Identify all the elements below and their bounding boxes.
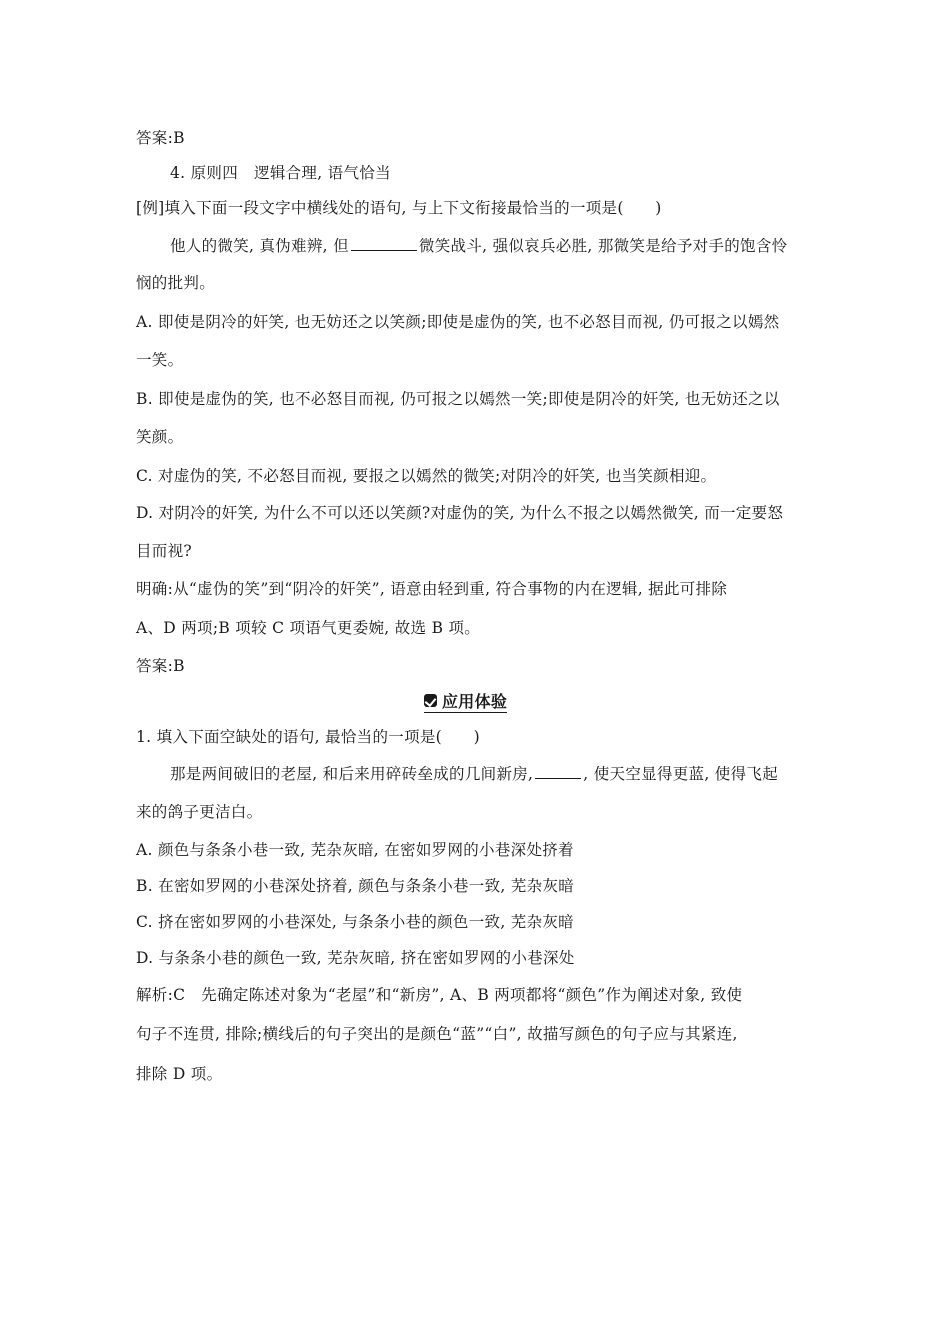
check-square-icon [424,694,437,707]
principle-heading [170,163,391,183]
passage-text-before: 他人的微笑, 真伪难辨, 但 [170,237,349,255]
example-passage-line2: 悯的批判。 [136,274,216,292]
practice-option-b: B. 在密如罗网的小巷深处挤着, 颜色与条条小巷一致, 芜杂灰暗 [136,877,575,895]
passage-text-after: 微笑战斗, 强似哀兵必胜, 那微笑是给予对手的饱含怜 [418,237,788,255]
analysis-line2: 句子不连贯, 排除;横线后的句子突出的是颜色“蓝”“白”, 故描写颜色的句子应与其紧连, [136,1025,738,1043]
option-b-line2: 笑颜。 [136,428,184,446]
principle-title: 逻辑合理, 语气恰当 [254,164,391,182]
analysis-line1 [136,985,742,1005]
practice-option-a: A. 颜色与条条小巷一致, 芜杂灰暗, 在密如罗网的小巷深处挤着 [136,841,574,859]
example-answer: 答案:B [136,657,185,675]
analysis-label: 解析:C [136,986,186,1004]
example-question: [例]填入下面一段文字中横线处的语句, 与上下文衔接最恰当的一项是( ) [136,199,662,217]
explanation-line1: 明确:从“虚伪的笑”到“阴冷的奸笑”, 语意由轻到重, 符合事物的内在逻辑, 据此可排除 [136,580,728,598]
passage-text-after: , 使天空显得更蓝, 使得飞起 [583,765,779,783]
option-b-line1: B. 即使是虚伪的笑, 也不必怒目而视, 仍可报之以嫣然一笑;即使是阴冷的奸笑, 也无妨还之以 [136,390,780,408]
explanation-line2: A、D 两项;B 项较 C 项语气更委婉, 故选 B 项。 [136,619,481,637]
practice-option-d: D. 与条条小巷的颜色一致, 芜杂灰暗, 挤在密如罗网的小巷深处 [136,949,575,967]
option-d-line1: D. 对阴冷的奸笑, 为什么不可以还以笑颜?对虚伪的笑, 为什么不报之以嫣然微笑, 而一定要怒 [136,504,784,522]
option-a-line1: A. 即使是阴冷的奸笑, 也无妨还之以笑颜;即使是虚伪的笑, 也不必怒目而视, 仍可报之以嫣然 [136,313,780,331]
fill-blank [535,764,581,779]
section-heading [424,689,507,713]
option-d-line2: 目而视? [136,542,193,560]
answer-label: 答案:B [136,129,185,147]
analysis-text: 先确定陈述对象为“老屋”和“新房”, A、B 两项都将“颜色”作为阐述对象, 致使 [201,986,743,1004]
example-passage [170,236,787,256]
practice-passage-line2: 来的鸽子更洁白。 [136,803,263,821]
practice-passage [170,764,778,784]
passage-text-before: 那是两间破旧的老屋, 和后来用碎砖垒成的几间新房, [170,765,534,783]
practice-option-c: C. 挤在密如罗网的小巷深处, 与条条小巷的颜色一致, 芜杂灰暗 [136,913,574,931]
option-a-line2: 一笑。 [136,351,184,369]
analysis-line3: 排除 D 项。 [136,1065,223,1083]
fill-blank [351,236,417,251]
section-title: 应用体验 [442,691,508,711]
option-c: C. 对虚伪的笑, 不必怒目而视, 要报之以嫣然的微笑;对阴冷的奸笑, 也当笑颜相迎。 [136,467,717,485]
practice-question: 1. 填入下面空缺处的语句, 最恰当的一项是( ) [136,728,480,746]
principle-number: 4. 原则四 [170,164,239,182]
